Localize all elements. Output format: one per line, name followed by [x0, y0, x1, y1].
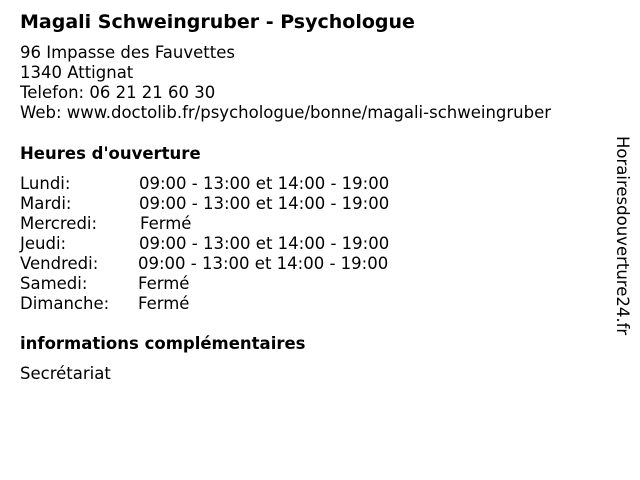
- hours-day: Dimanche:: [20, 294, 110, 313]
- hours-day: Samedi:: [20, 274, 88, 293]
- hours-day: Mardi:: [20, 194, 72, 213]
- hours-time: 09:00 - 13:00 et 14:00 - 19:00: [138, 254, 389, 273]
- street-address: 96 Impasse des Fauvettes: [20, 43, 235, 62]
- hours-day: Lundi:: [20, 174, 71, 193]
- page-title: Magali Schweingruber - Psychologue: [20, 11, 415, 33]
- hours-time: Fermé: [140, 214, 192, 233]
- city-address: 1340 Attignat: [20, 63, 134, 82]
- site-watermark: Horairesdouverture24.fr: [613, 136, 632, 336]
- phone-number: Telefon: 06 21 21 60 30: [20, 83, 216, 102]
- hours-time: Fermé: [138, 294, 190, 313]
- hours-time: Fermé: [138, 274, 190, 293]
- website-link[interactable]: Web: www.doctolib.fr/psychologue/bonne/magali-schweingruber: [20, 103, 552, 122]
- hours-day: Vendredi:: [20, 254, 99, 273]
- address-block: [20, 43, 551, 123]
- additional-info-heading: informations complémentaires: [20, 334, 306, 353]
- hours-time: 09:00 - 13:00 et 14:00 - 19:00: [139, 234, 390, 253]
- hours-time: 09:00 - 13:00 et 14:00 - 19:00: [139, 174, 390, 193]
- opening-hours-heading: Heures d'ouverture: [20, 144, 201, 163]
- additional-info-text: Secrétariat: [20, 364, 111, 383]
- hours-day: Jeudi:: [20, 234, 67, 253]
- hours-day: Mercredi:: [20, 214, 98, 233]
- hours-time: 09:00 - 13:00 et 14:00 - 19:00: [139, 194, 390, 213]
